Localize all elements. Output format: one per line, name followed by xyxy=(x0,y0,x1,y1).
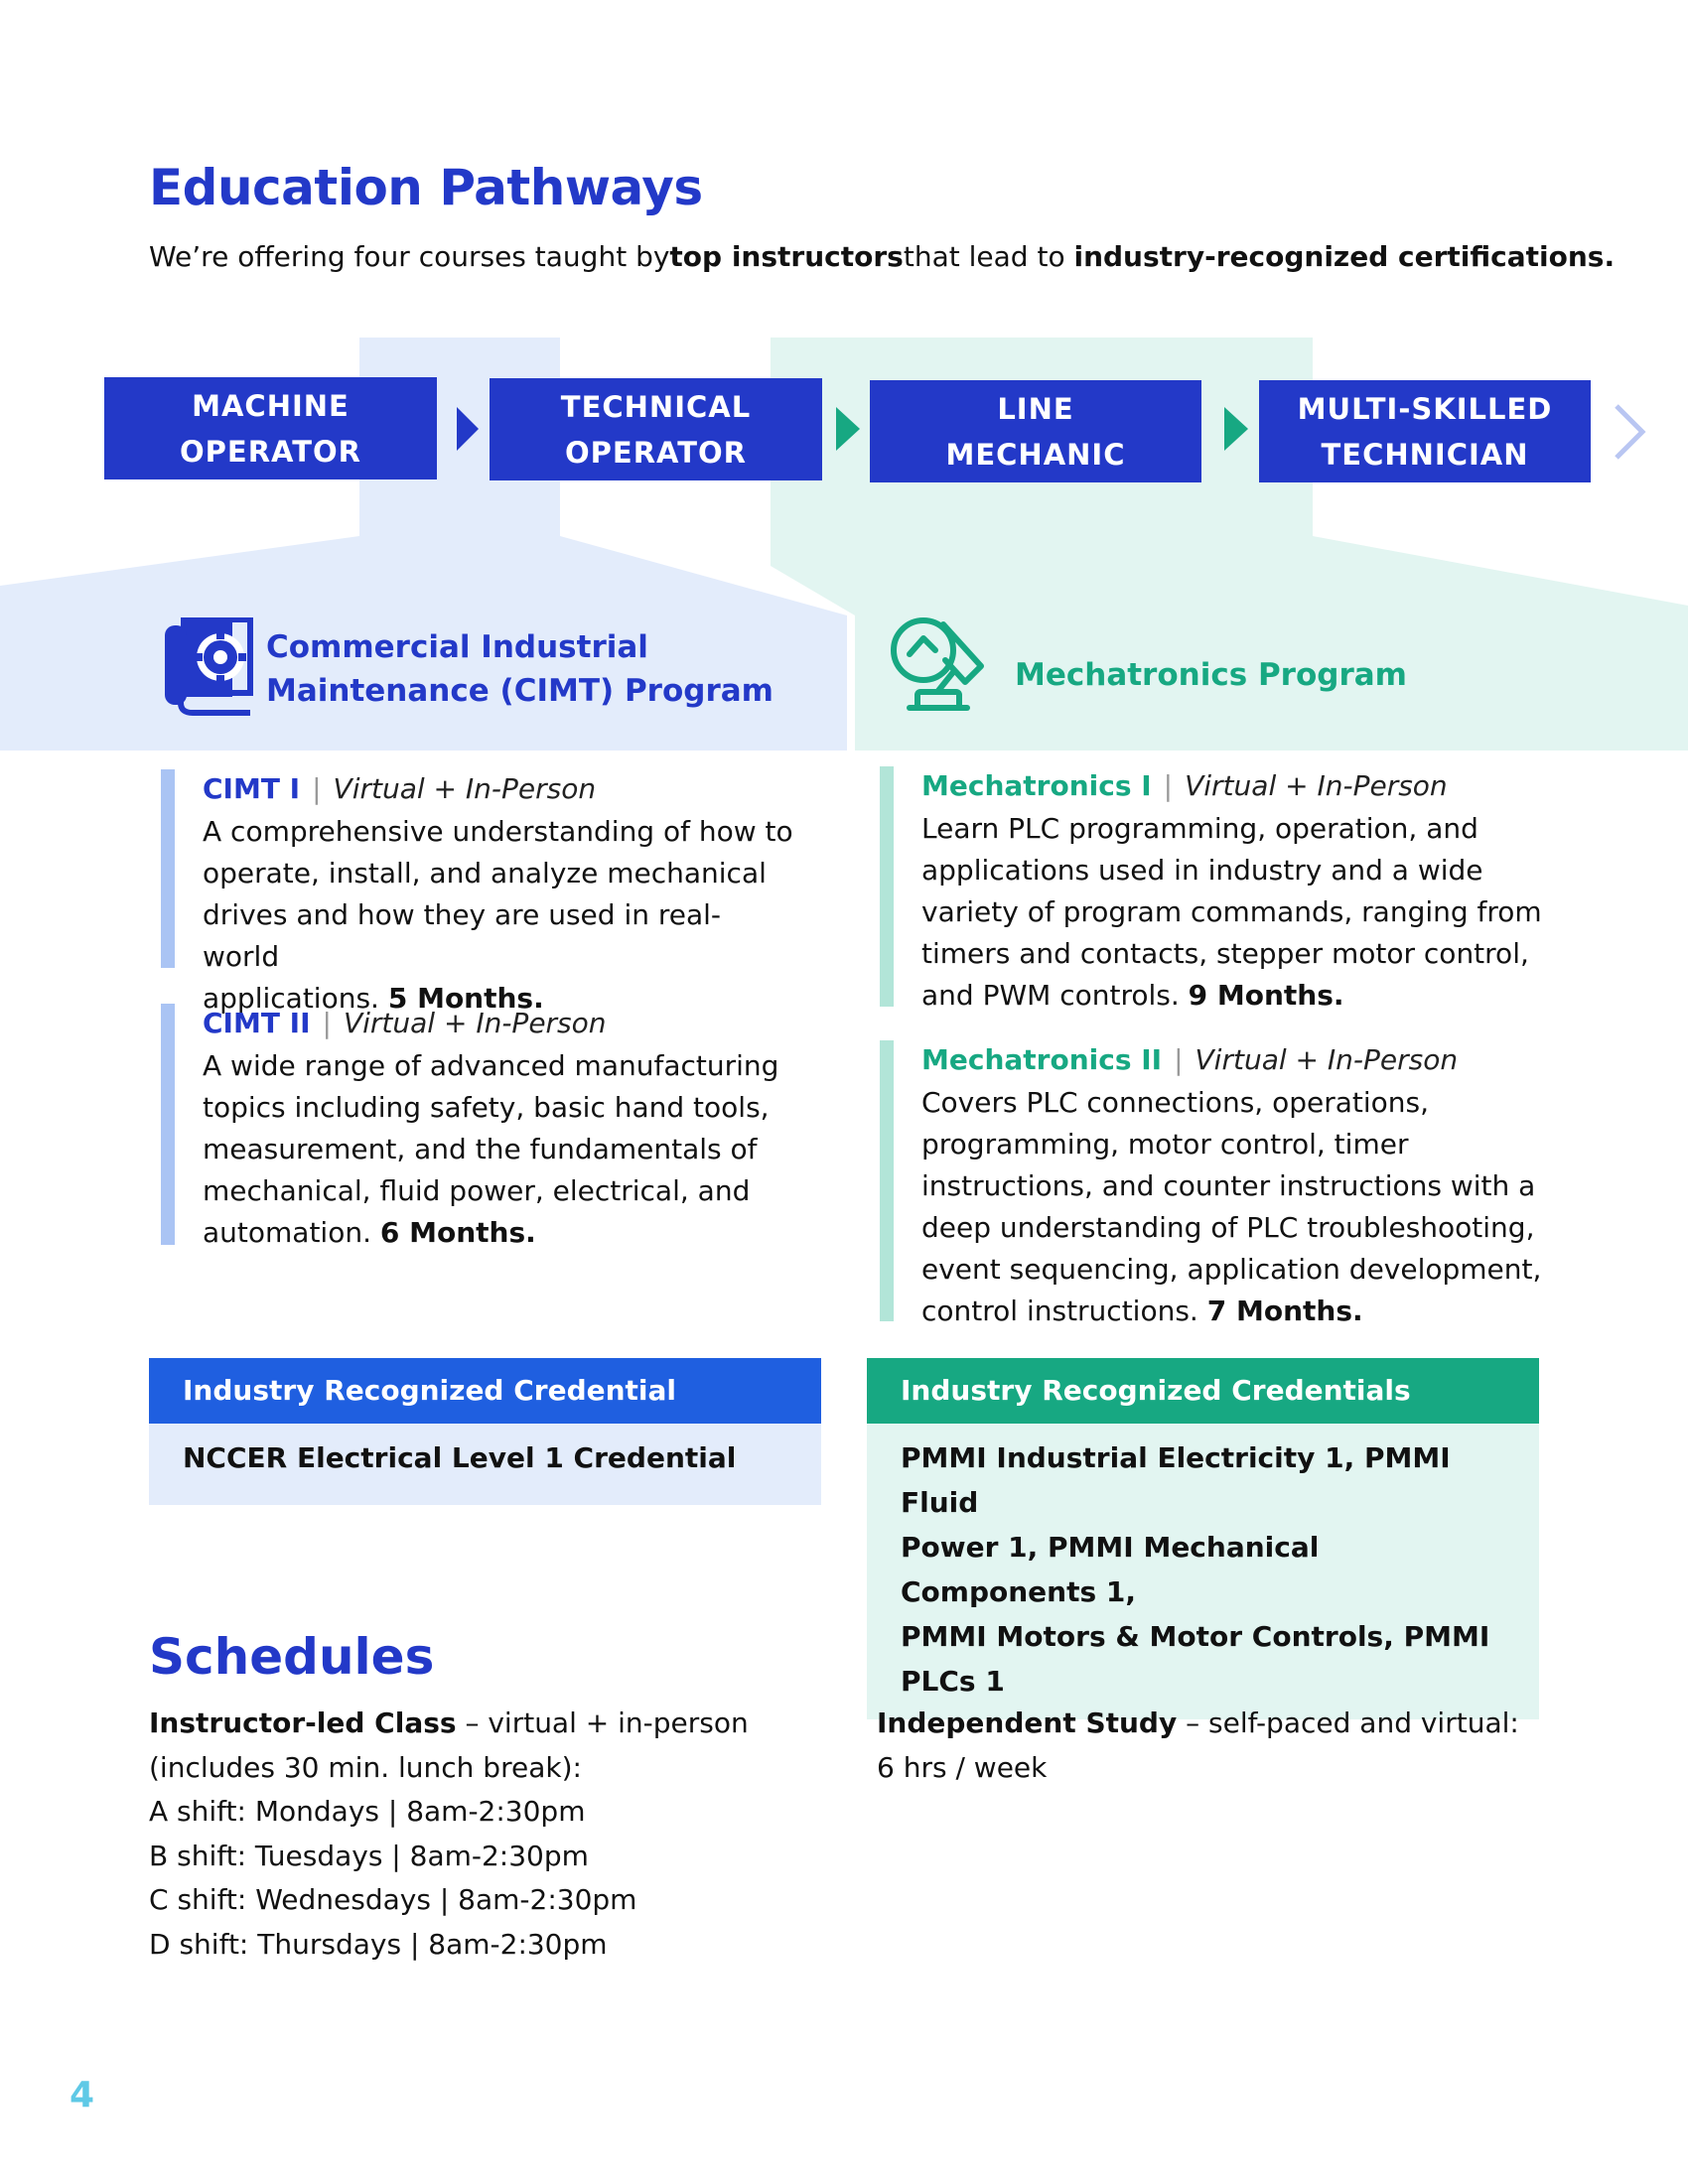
schedule-heading xyxy=(149,1702,749,1746)
pathway-arrow-icon xyxy=(836,407,860,451)
schedule-desc: – virtual + in-person xyxy=(456,1706,749,1739)
intro-text xyxy=(149,240,1615,273)
description-line: programming, motor control, timer xyxy=(921,1128,1409,1160)
description-line: A comprehensive understanding of how to xyxy=(203,815,793,848)
pathway-step-line1: MACHINE xyxy=(192,388,350,423)
credential-body xyxy=(149,1424,821,1505)
intro-bold-certifications: industry-recognized certifications. xyxy=(1073,240,1616,273)
description-last-line: applications. xyxy=(203,982,388,1015)
description-line: measurement, and the fundamentals of xyxy=(203,1133,758,1165)
description-line: A wide range of advanced manufacturing xyxy=(203,1049,779,1082)
pathway-arrow-icon xyxy=(1224,407,1248,451)
pathway-step-line2: OPERATOR xyxy=(564,435,747,470)
description-line: mechanical, fluid power, electrical, and xyxy=(203,1174,751,1207)
cimt-program-name-line2: Maintenance (CIMT) Program xyxy=(266,673,774,709)
course-heading xyxy=(921,766,1448,806)
description-line: applications used in industry and a wide xyxy=(921,854,1483,887)
description-line: Learn PLC programming, operation, and xyxy=(921,812,1478,845)
schedule-line: C shift: Wednesdays | 8am-2:30pm xyxy=(149,1883,637,1916)
cimt-program-name xyxy=(266,625,774,713)
course-mode: Virtual + In-Person xyxy=(1185,769,1448,802)
course-name: Mechatronics I xyxy=(921,769,1152,802)
gear-manual-icon xyxy=(163,617,254,717)
description-last-line: automation. xyxy=(203,1216,380,1249)
schedule-line: D shift: Thursdays | 8am-2:30pm xyxy=(149,1927,608,1961)
instructor-led-schedule xyxy=(149,1702,749,1967)
description-line: Covers PLC connections, operations, xyxy=(921,1086,1429,1119)
course-accent-bar xyxy=(880,1040,894,1321)
cimt-credential-box xyxy=(149,1358,821,1505)
pathway-step-line2: MECHANIC xyxy=(945,437,1126,472)
course-mode: Virtual + In-Person xyxy=(1195,1043,1459,1076)
credential-line: Power 1, PMMI Mechanical Components 1, xyxy=(901,1531,1320,1608)
intro-bold-instructors: top instructors xyxy=(669,240,904,273)
description-line: topics including safety, basic hand tools, xyxy=(203,1091,770,1124)
schedule-line: A shift: Mondays | 8am-2:30pm xyxy=(149,1795,586,1828)
description-line: drives and how they are used in real-world xyxy=(203,898,722,973)
course-duration: 9 Months. xyxy=(1188,979,1344,1012)
credential-body xyxy=(867,1424,1539,1719)
robotic-arm-icon xyxy=(884,611,993,720)
credential-line: NCCER Electrical Level 1 Credential xyxy=(183,1441,737,1474)
schedule-heading xyxy=(877,1702,1519,1746)
description-line xyxy=(921,975,1542,1017)
schedule-line: (includes 30 min. lunch break): xyxy=(149,1750,582,1784)
course-name: CIMT I xyxy=(203,772,301,805)
course-description xyxy=(203,811,796,1020)
course-accent-bar xyxy=(161,769,175,968)
course-heading xyxy=(921,1040,1458,1080)
divider: | xyxy=(312,772,322,805)
pathway-step-technical-operator xyxy=(490,378,822,480)
pathway-step-line1: LINE xyxy=(997,391,1074,426)
course-description xyxy=(921,1082,1541,1332)
pathway-arrow-icon xyxy=(457,407,479,451)
divider: | xyxy=(1174,1043,1184,1076)
course-cimt-1 xyxy=(161,769,796,1015)
course-mechatronics-1 xyxy=(880,766,1575,1012)
pathway-step-machine-operator xyxy=(104,377,437,479)
schedule-label: Instructor-led Class xyxy=(149,1706,457,1739)
course-cimt-2 xyxy=(161,1004,796,1249)
course-duration: 6 Months. xyxy=(379,1216,536,1249)
course-duration: 5 Months. xyxy=(387,982,544,1015)
mechatronics-program-name: Mechatronics Program xyxy=(1015,657,1407,693)
pathway-step-line1: TECHNICAL xyxy=(560,389,752,424)
credential-heading: Industry Recognized Credentials xyxy=(867,1358,1539,1424)
pathway-step-line2: TECHNICIAN xyxy=(1321,437,1529,472)
description-line: event sequencing, application development, xyxy=(921,1253,1542,1286)
schedules-title: Schedules xyxy=(149,1628,435,1686)
description-line xyxy=(203,1212,778,1254)
course-heading xyxy=(203,769,596,809)
chevron-right-icon xyxy=(1611,402,1650,462)
pathway-step-line-mechanic xyxy=(870,380,1201,482)
description-last-line: and PWM controls. xyxy=(921,979,1189,1012)
pathway-step-line2: OPERATOR xyxy=(179,434,361,469)
course-accent-bar xyxy=(880,766,894,1007)
credential-line: PMMI Motors & Motor Controls, PMMI PLCs 1 xyxy=(901,1620,1490,1698)
divider: | xyxy=(1163,769,1174,802)
course-name: CIMT II xyxy=(203,1007,311,1039)
mechatronics-credential-box xyxy=(867,1358,1539,1719)
description-line: timers and contacts, stepper motor control, xyxy=(921,937,1529,970)
credential-heading: Industry Recognized Credential xyxy=(149,1358,821,1424)
schedule-desc: – self-paced and virtual: xyxy=(1177,1706,1519,1739)
description-line: variety of program commands, ranging from xyxy=(921,895,1542,928)
intro-prefix: We’re offering four courses taught by xyxy=(149,240,670,273)
course-description xyxy=(203,1045,778,1254)
course-mechatronics-2 xyxy=(880,1040,1575,1327)
schedule-label: Independent Study xyxy=(877,1706,1178,1739)
page-number: 4 xyxy=(70,2075,95,2116)
credential-line: PMMI Industrial Electricity 1, PMMI Fluid xyxy=(901,1441,1451,1519)
description-line: deep understanding of PLC troubleshooting, xyxy=(921,1211,1535,1244)
course-name: Mechatronics II xyxy=(921,1043,1163,1076)
schedule-line: 6 hrs / week xyxy=(877,1750,1048,1784)
schedule-line: B shift: Tuesdays | 8am-2:30pm xyxy=(149,1839,589,1872)
course-mode: Virtual + In-Person xyxy=(343,1007,607,1039)
independent-study-schedule xyxy=(877,1702,1519,1790)
course-heading xyxy=(203,1004,607,1043)
divider: | xyxy=(322,1007,332,1039)
course-description xyxy=(921,808,1542,1017)
pathway-step-multi-skilled-technician xyxy=(1259,380,1591,482)
description-line: instructions, and counter instructions with a xyxy=(921,1169,1536,1202)
pathway-step-line1: MULTI-SKILLED xyxy=(1297,391,1553,426)
description-line: operate, install, and analyze mechanical xyxy=(203,857,767,889)
description-line xyxy=(921,1291,1541,1332)
intro-middle: that lead to xyxy=(903,240,1074,273)
course-duration: 7 Months. xyxy=(1206,1295,1363,1327)
course-accent-bar xyxy=(161,1004,175,1245)
cimt-program-name-line1: Commercial Industrial xyxy=(266,629,648,665)
description-last-line: control instructions. xyxy=(921,1295,1207,1327)
page-title: Education Pathways xyxy=(149,159,703,216)
course-mode: Virtual + In-Person xyxy=(333,772,597,805)
